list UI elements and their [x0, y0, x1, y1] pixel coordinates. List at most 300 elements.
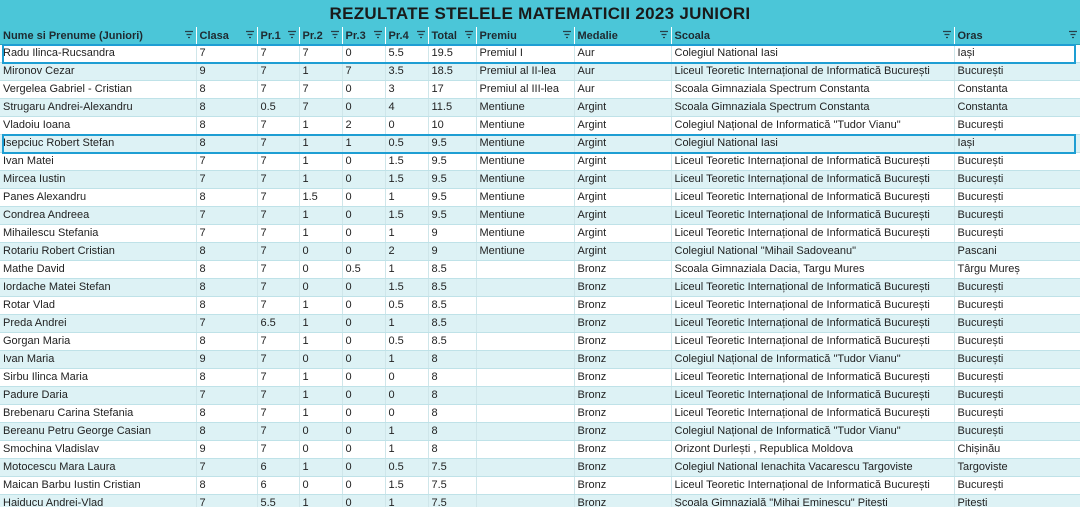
table-cell[interactable]: Bronz [574, 387, 671, 405]
table-cell[interactable]: 7 [257, 279, 299, 297]
table-cell[interactable]: 8.5 [428, 315, 476, 333]
table-cell[interactable]: 0 [342, 171, 385, 189]
table-cell[interactable]: 1 [385, 261, 428, 279]
table-cell[interactable]: 0 [299, 477, 342, 495]
table-cell[interactable] [476, 333, 574, 351]
table-row[interactable] [0, 423, 1080, 441]
table-cell[interactable]: 0 [342, 243, 385, 261]
table-cell[interactable]: 1 [299, 369, 342, 387]
table-cell[interactable]: Haiducu Andrei-Vlad [0, 495, 196, 507]
table-cell[interactable]: 0.5 [342, 261, 385, 279]
table-cell[interactable]: 7 [342, 63, 385, 81]
table-cell[interactable]: Panes Alexandru [0, 189, 196, 207]
table-cell[interactable]: București [954, 387, 1080, 405]
table-cell[interactable]: 7 [196, 45, 257, 63]
table-cell[interactable]: 9 [428, 243, 476, 261]
table-cell[interactable]: 0 [342, 153, 385, 171]
table-cell[interactable]: Premiul al III-lea [476, 81, 574, 99]
table-cell[interactable]: 0 [342, 315, 385, 333]
table-row[interactable] [0, 297, 1080, 315]
table-cell[interactable]: Padure Daria [0, 387, 196, 405]
table-cell[interactable]: Premiul I [476, 45, 574, 63]
table-cell[interactable]: Ivan Maria [0, 351, 196, 369]
table-cell[interactable] [476, 477, 574, 495]
filter-icon[interactable] [942, 30, 952, 40]
table-row[interactable] [0, 63, 1080, 81]
table-cell[interactable]: 0 [342, 387, 385, 405]
table-cell[interactable]: Preda Andrei [0, 315, 196, 333]
table-cell[interactable]: București [954, 405, 1080, 423]
table-cell[interactable]: 1 [299, 225, 342, 243]
table-cell[interactable] [476, 459, 574, 477]
table-cell[interactable]: 7 [257, 225, 299, 243]
table-cell[interactable]: 8.5 [428, 297, 476, 315]
table-cell[interactable]: Scoala Gimnaziala Dacia, Targu Mures [671, 261, 954, 279]
table-cell[interactable]: Bronz [574, 261, 671, 279]
table-cell[interactable]: Bronz [574, 351, 671, 369]
table-row[interactable] [0, 189, 1080, 207]
table-cell[interactable]: București [954, 351, 1080, 369]
table-cell[interactable]: Mentiune [476, 243, 574, 261]
table-cell[interactable]: 1 [299, 405, 342, 423]
table-cell[interactable]: Argint [574, 99, 671, 117]
table-row[interactable] [0, 243, 1080, 261]
table-row[interactable] [0, 279, 1080, 297]
table-cell[interactable]: Constanta [954, 99, 1080, 117]
table-cell[interactable]: 7.5 [428, 459, 476, 477]
table-row[interactable] [0, 351, 1080, 369]
table-cell[interactable]: Liceul Teoretic Internațional de Informatică București [671, 405, 954, 423]
table-cell[interactable]: 0 [342, 189, 385, 207]
table-cell[interactable]: 0 [342, 99, 385, 117]
table-cell[interactable]: București [954, 225, 1080, 243]
table-cell[interactable]: 8 [428, 369, 476, 387]
table-cell[interactable]: Motocescu Mara Laura [0, 459, 196, 477]
table-row[interactable] [0, 315, 1080, 333]
table-cell[interactable]: 7 [257, 207, 299, 225]
table-cell[interactable]: 8 [196, 261, 257, 279]
table-cell[interactable]: 0 [385, 117, 428, 135]
table-cell[interactable]: Colegiul Național de Informatică "Tudor Vianu" [671, 423, 954, 441]
table-cell[interactable]: 0 [385, 405, 428, 423]
table-cell[interactable]: Colegiul Național de Informatică "Tudor Vianu" [671, 117, 954, 135]
table-cell[interactable]: 7.5 [428, 495, 476, 507]
table-cell[interactable]: 8 [428, 405, 476, 423]
table-cell[interactable]: 8.5 [428, 261, 476, 279]
table-cell[interactable]: Targoviste [954, 459, 1080, 477]
table-cell[interactable]: 7 [257, 333, 299, 351]
table-cell[interactable]: Argint [574, 189, 671, 207]
table-cell[interactable]: 0 [342, 207, 385, 225]
table-cell[interactable]: Rotariu Robert Cristian [0, 243, 196, 261]
table-cell[interactable]: 9 [428, 225, 476, 243]
table-row[interactable] [0, 45, 1080, 63]
table-cell[interactable]: 9 [196, 441, 257, 459]
table-cell[interactable]: 4 [385, 99, 428, 117]
table-cell[interactable]: 0 [342, 441, 385, 459]
table-cell[interactable]: Bronz [574, 423, 671, 441]
table-cell[interactable]: Iordache Matei Stefan [0, 279, 196, 297]
table-cell[interactable]: 7 [257, 189, 299, 207]
table-row[interactable] [0, 459, 1080, 477]
table-cell[interactable]: Bronz [574, 495, 671, 507]
table-cell[interactable]: 0 [385, 387, 428, 405]
table-cell[interactable]: 8 [196, 279, 257, 297]
table-cell[interactable]: 1 [299, 153, 342, 171]
table-cell[interactable]: Vergelea Gabriel - Cristian [0, 81, 196, 99]
table-cell[interactable]: 8.5 [428, 279, 476, 297]
table-cell[interactable]: 5.5 [385, 45, 428, 63]
table-cell[interactable]: 9 [196, 63, 257, 81]
table-cell[interactable]: 8 [428, 423, 476, 441]
table-cell[interactable]: Vladoiu Ioana [0, 117, 196, 135]
table-cell[interactable] [476, 261, 574, 279]
table-cell[interactable]: 0.5 [385, 297, 428, 315]
table-row[interactable] [0, 171, 1080, 189]
table-cell[interactable]: Aur [574, 81, 671, 99]
table-row[interactable] [0, 81, 1080, 99]
table-cell[interactable]: Mircea Iustin [0, 171, 196, 189]
table-cell[interactable] [476, 405, 574, 423]
table-cell[interactable]: 0 [342, 81, 385, 99]
table-cell[interactable] [476, 369, 574, 387]
table-cell[interactable]: 8 [196, 369, 257, 387]
table-cell[interactable]: 9 [196, 351, 257, 369]
table-cell[interactable]: 8 [196, 189, 257, 207]
table-cell[interactable] [476, 297, 574, 315]
table-cell[interactable]: Argint [574, 135, 671, 153]
table-cell[interactable]: 7 [257, 135, 299, 153]
table-cell[interactable]: 6.5 [257, 315, 299, 333]
table-cell[interactable]: 0 [342, 495, 385, 507]
table-cell[interactable]: 1 [385, 189, 428, 207]
table-cell[interactable]: Liceul Teoretic Internațional de Informatică București [671, 333, 954, 351]
table-cell[interactable]: 7 [257, 387, 299, 405]
table-cell[interactable]: 8 [196, 477, 257, 495]
table-cell[interactable]: 7 [196, 459, 257, 477]
table-cell[interactable]: 10 [428, 117, 476, 135]
table-cell[interactable]: Sirbu Ilinca Maria [0, 369, 196, 387]
table-cell[interactable]: Argint [574, 171, 671, 189]
table-cell[interactable]: Bronz [574, 297, 671, 315]
table-cell[interactable]: Colegiul Național de Informatică "Tudor Vianu" [671, 351, 954, 369]
table-cell[interactable]: 1 [299, 459, 342, 477]
table-cell[interactable]: 1 [385, 423, 428, 441]
table-cell[interactable]: Mentiune [476, 207, 574, 225]
table-cell[interactable]: Maican Barbu Iustin Cristian [0, 477, 196, 495]
table-cell[interactable]: Liceul Teoretic Internațional de Informatică București [671, 315, 954, 333]
filter-icon[interactable] [245, 30, 255, 40]
table-cell[interactable]: Brebenaru Carina Stefania [0, 405, 196, 423]
table-cell[interactable]: Mentiune [476, 135, 574, 153]
filter-icon[interactable] [1068, 30, 1078, 40]
table-cell[interactable]: Târgu Mureș [954, 261, 1080, 279]
table-cell[interactable]: Mentiune [476, 99, 574, 117]
table-cell[interactable]: Liceul Teoretic Internațional de Informatică București [671, 225, 954, 243]
table-cell[interactable]: Liceul Teoretic Internațional de Informatică București [671, 477, 954, 495]
table-cell[interactable]: 8 [196, 405, 257, 423]
table-cell[interactable]: Iași [954, 135, 1080, 153]
table-cell[interactable]: Pascani [954, 243, 1080, 261]
table-cell[interactable]: 9.5 [428, 135, 476, 153]
table-cell[interactable]: 0 [299, 261, 342, 279]
table-cell[interactable]: Mentiune [476, 189, 574, 207]
table-cell[interactable]: 0 [342, 333, 385, 351]
table-cell[interactable] [476, 495, 574, 507]
table-cell[interactable]: Școala Gimnazială "Mihai Eminescu" Pitești [671, 495, 954, 507]
table-cell[interactable]: 7 [257, 153, 299, 171]
table-cell[interactable]: 1.5 [385, 171, 428, 189]
table-cell[interactable]: 7 [257, 117, 299, 135]
table-cell[interactable]: 7 [257, 81, 299, 99]
table-cell[interactable]: București [954, 279, 1080, 297]
table-cell[interactable]: Gorgan Maria [0, 333, 196, 351]
table-cell[interactable]: Bronz [574, 333, 671, 351]
table-cell[interactable]: 8.5 [428, 333, 476, 351]
table-cell[interactable]: Condrea Andreea [0, 207, 196, 225]
table-cell[interactable]: 1.5 [385, 477, 428, 495]
table-cell[interactable]: 0 [342, 297, 385, 315]
table-cell[interactable]: Scoala Gimnaziala Spectrum Constanta [671, 81, 954, 99]
table-cell[interactable]: Orizont Durlești , Republica Moldova [671, 441, 954, 459]
table-cell[interactable]: 7 [257, 243, 299, 261]
table-cell[interactable]: 8 [428, 387, 476, 405]
table-cell[interactable]: Mentiune [476, 117, 574, 135]
table-cell[interactable]: 1 [299, 117, 342, 135]
table-cell[interactable]: 8 [428, 441, 476, 459]
table-cell[interactable]: 7 [257, 63, 299, 81]
table-cell[interactable]: Argint [574, 117, 671, 135]
table-cell[interactable]: 8 [196, 135, 257, 153]
table-cell[interactable]: 8 [196, 81, 257, 99]
table-cell[interactable]: Colegiul National Ienachita Vacarescu Targoviste [671, 459, 954, 477]
table-row[interactable] [0, 369, 1080, 387]
table-cell[interactable]: 7 [257, 261, 299, 279]
table-cell[interactable]: Mironov Cezar [0, 63, 196, 81]
table-cell[interactable]: Pitești [954, 495, 1080, 507]
table-cell[interactable]: Liceul Teoretic Internațional de Informatică București [671, 207, 954, 225]
table-row[interactable] [0, 333, 1080, 351]
table-cell[interactable]: 0 [342, 405, 385, 423]
table-cell[interactable]: 8 [196, 333, 257, 351]
table-cell[interactable]: 0 [299, 423, 342, 441]
table-cell[interactable]: Rotar Vlad [0, 297, 196, 315]
table-cell[interactable]: 7 [257, 369, 299, 387]
table-cell[interactable]: Colegiul National Iasi [671, 45, 954, 63]
table-cell[interactable]: 0 [299, 351, 342, 369]
table-cell[interactable]: 9.5 [428, 153, 476, 171]
table-row[interactable] [0, 387, 1080, 405]
table-cell[interactable]: Bronz [574, 405, 671, 423]
table-cell[interactable] [476, 423, 574, 441]
table-cell[interactable]: București [954, 423, 1080, 441]
table-cell[interactable]: 1 [299, 495, 342, 507]
table-cell[interactable] [476, 351, 574, 369]
table-cell[interactable]: 7 [196, 387, 257, 405]
table-cell[interactable]: Liceul Teoretic Internațional de Informatică București [671, 171, 954, 189]
table-cell[interactable]: Aur [574, 45, 671, 63]
table-cell[interactable]: 0.5 [385, 459, 428, 477]
table-cell[interactable]: 7 [196, 207, 257, 225]
table-cell[interactable]: 8 [196, 423, 257, 441]
table-row[interactable] [0, 135, 1080, 153]
table-cell[interactable]: Liceul Teoretic Internațional de Informatică București [671, 387, 954, 405]
table-cell[interactable] [476, 279, 574, 297]
table-cell[interactable]: Smochina Vladislav [0, 441, 196, 459]
table-cell[interactable]: 0 [342, 279, 385, 297]
table-cell[interactable]: 8 [196, 117, 257, 135]
table-cell[interactable]: Mentiune [476, 153, 574, 171]
table-cell[interactable] [476, 315, 574, 333]
table-cell[interactable]: 0 [299, 243, 342, 261]
table-cell[interactable]: 18.5 [428, 63, 476, 81]
table-cell[interactable]: 1 [299, 63, 342, 81]
table-cell[interactable]: 7 [196, 171, 257, 189]
table-cell[interactable]: 1 [385, 315, 428, 333]
table-cell[interactable]: 0 [299, 441, 342, 459]
table-row[interactable] [0, 99, 1080, 117]
table-cell[interactable]: Liceul Teoretic Internațional de Informatică București [671, 297, 954, 315]
table-cell[interactable]: 1.5 [385, 207, 428, 225]
table-cell[interactable]: 7 [196, 495, 257, 507]
table-cell[interactable]: 7 [257, 45, 299, 63]
table-cell[interactable]: 1 [342, 135, 385, 153]
table-row[interactable] [0, 153, 1080, 171]
table-cell[interactable]: 1 [385, 351, 428, 369]
table-cell[interactable]: 9.5 [428, 207, 476, 225]
table-cell[interactable]: Bronz [574, 441, 671, 459]
table-cell[interactable]: 7.5 [428, 477, 476, 495]
table-cell[interactable]: 8 [196, 243, 257, 261]
table-cell[interactable]: București [954, 117, 1080, 135]
table-cell[interactable]: 7 [257, 405, 299, 423]
table-cell[interactable]: 7 [257, 423, 299, 441]
filter-icon[interactable] [416, 30, 426, 40]
table-cell[interactable]: Bereanu Petru George Casian [0, 423, 196, 441]
table-cell[interactable]: 11.5 [428, 99, 476, 117]
table-cell[interactable]: 0 [299, 279, 342, 297]
table-cell[interactable]: Constanta [954, 81, 1080, 99]
table-cell[interactable]: Argint [574, 225, 671, 243]
table-cell[interactable]: 0.5 [385, 135, 428, 153]
table-cell[interactable]: 0 [342, 423, 385, 441]
table-cell[interactable]: 7 [299, 99, 342, 117]
table-cell[interactable]: Argint [574, 243, 671, 261]
table-cell[interactable]: Premiul al II-lea [476, 63, 574, 81]
table-cell[interactable]: Mentiune [476, 225, 574, 243]
table-cell[interactable]: București [954, 207, 1080, 225]
table-cell[interactable]: 3.5 [385, 63, 428, 81]
table-cell[interactable]: 7 [257, 351, 299, 369]
table-cell[interactable]: 1 [385, 441, 428, 459]
filter-icon[interactable] [659, 30, 669, 40]
table-row[interactable] [0, 207, 1080, 225]
table-cell[interactable] [476, 441, 574, 459]
table-cell[interactable]: Liceul Teoretic Internațional de Informatică București [671, 279, 954, 297]
table-cell[interactable]: București [954, 171, 1080, 189]
table-cell[interactable]: București [954, 189, 1080, 207]
table-cell[interactable]: Mentiune [476, 171, 574, 189]
table-row[interactable] [0, 405, 1080, 423]
table-cell[interactable]: 0 [342, 45, 385, 63]
filter-icon[interactable] [287, 30, 297, 40]
table-cell[interactable]: 7 [257, 171, 299, 189]
table-cell[interactable]: București [954, 315, 1080, 333]
table-cell[interactable]: 3 [385, 81, 428, 99]
table-cell[interactable]: 6 [257, 459, 299, 477]
table-cell[interactable]: 0 [342, 459, 385, 477]
table-cell[interactable]: Ivan Matei [0, 153, 196, 171]
table-cell[interactable]: 8 [196, 99, 257, 117]
table-cell[interactable]: 1 [299, 207, 342, 225]
table-cell[interactable]: 1 [299, 387, 342, 405]
table-cell[interactable]: 1 [299, 297, 342, 315]
table-cell[interactable]: 7 [196, 153, 257, 171]
table-cell[interactable]: 7 [257, 441, 299, 459]
table-cell[interactable]: Bronz [574, 459, 671, 477]
table-cell[interactable]: 2 [342, 117, 385, 135]
table-cell[interactable]: 5.5 [257, 495, 299, 507]
table-cell[interactable]: 7 [196, 225, 257, 243]
filter-icon[interactable] [562, 30, 572, 40]
table-cell[interactable]: 0 [342, 351, 385, 369]
filter-icon[interactable] [184, 30, 194, 40]
table-cell[interactable]: București [954, 369, 1080, 387]
table-cell[interactable]: 1 [385, 225, 428, 243]
table-row[interactable] [0, 261, 1080, 279]
table-row[interactable] [0, 225, 1080, 243]
table-cell[interactable]: Colegiul National "Mihail Sadoveanu" [671, 243, 954, 261]
table-cell[interactable]: Strugaru Andrei-Alexandru [0, 99, 196, 117]
table-cell[interactable]: Liceul Teoretic Internațional de Informatică București [671, 63, 954, 81]
filter-icon[interactable] [464, 30, 474, 40]
table-cell[interactable]: Aur [574, 63, 671, 81]
table-cell[interactable]: 0.5 [385, 333, 428, 351]
table-cell[interactable]: Isepciuc Robert Stefan [0, 135, 196, 153]
table-cell[interactable]: 8 [196, 297, 257, 315]
filter-icon[interactable] [373, 30, 383, 40]
table-cell[interactable]: 0.5 [257, 99, 299, 117]
table-cell[interactable]: 6 [257, 477, 299, 495]
table-cell[interactable]: Liceul Teoretic Internațional de Informatică București [671, 369, 954, 387]
table-cell[interactable]: Colegiul National Iasi [671, 135, 954, 153]
table-cell[interactable]: Mihailescu Stefania [0, 225, 196, 243]
table-cell[interactable]: Bronz [574, 369, 671, 387]
table-cell[interactable]: 1 [299, 135, 342, 153]
table-cell[interactable]: 1.5 [299, 189, 342, 207]
table-row[interactable] [0, 441, 1080, 459]
table-cell[interactable]: 1 [299, 315, 342, 333]
table-cell[interactable]: 0 [342, 477, 385, 495]
table-cell[interactable]: 9.5 [428, 171, 476, 189]
table-cell[interactable]: 7 [196, 315, 257, 333]
table-cell[interactable]: Bronz [574, 315, 671, 333]
table-cell[interactable]: 1.5 [385, 279, 428, 297]
table-cell[interactable]: Iași [954, 45, 1080, 63]
table-cell[interactable]: 0 [342, 369, 385, 387]
table-cell[interactable]: 1.5 [385, 153, 428, 171]
table-cell[interactable]: Chișinău [954, 441, 1080, 459]
table-cell[interactable]: 1 [299, 171, 342, 189]
table-row[interactable] [0, 477, 1080, 495]
filter-icon[interactable] [330, 30, 340, 40]
table-cell[interactable]: 1 [299, 333, 342, 351]
table-cell[interactable]: 1 [385, 495, 428, 507]
table-cell[interactable]: București [954, 333, 1080, 351]
table-cell[interactable]: Argint [574, 153, 671, 171]
table-cell[interactable]: Bronz [574, 279, 671, 297]
table-cell[interactable]: Argint [574, 207, 671, 225]
